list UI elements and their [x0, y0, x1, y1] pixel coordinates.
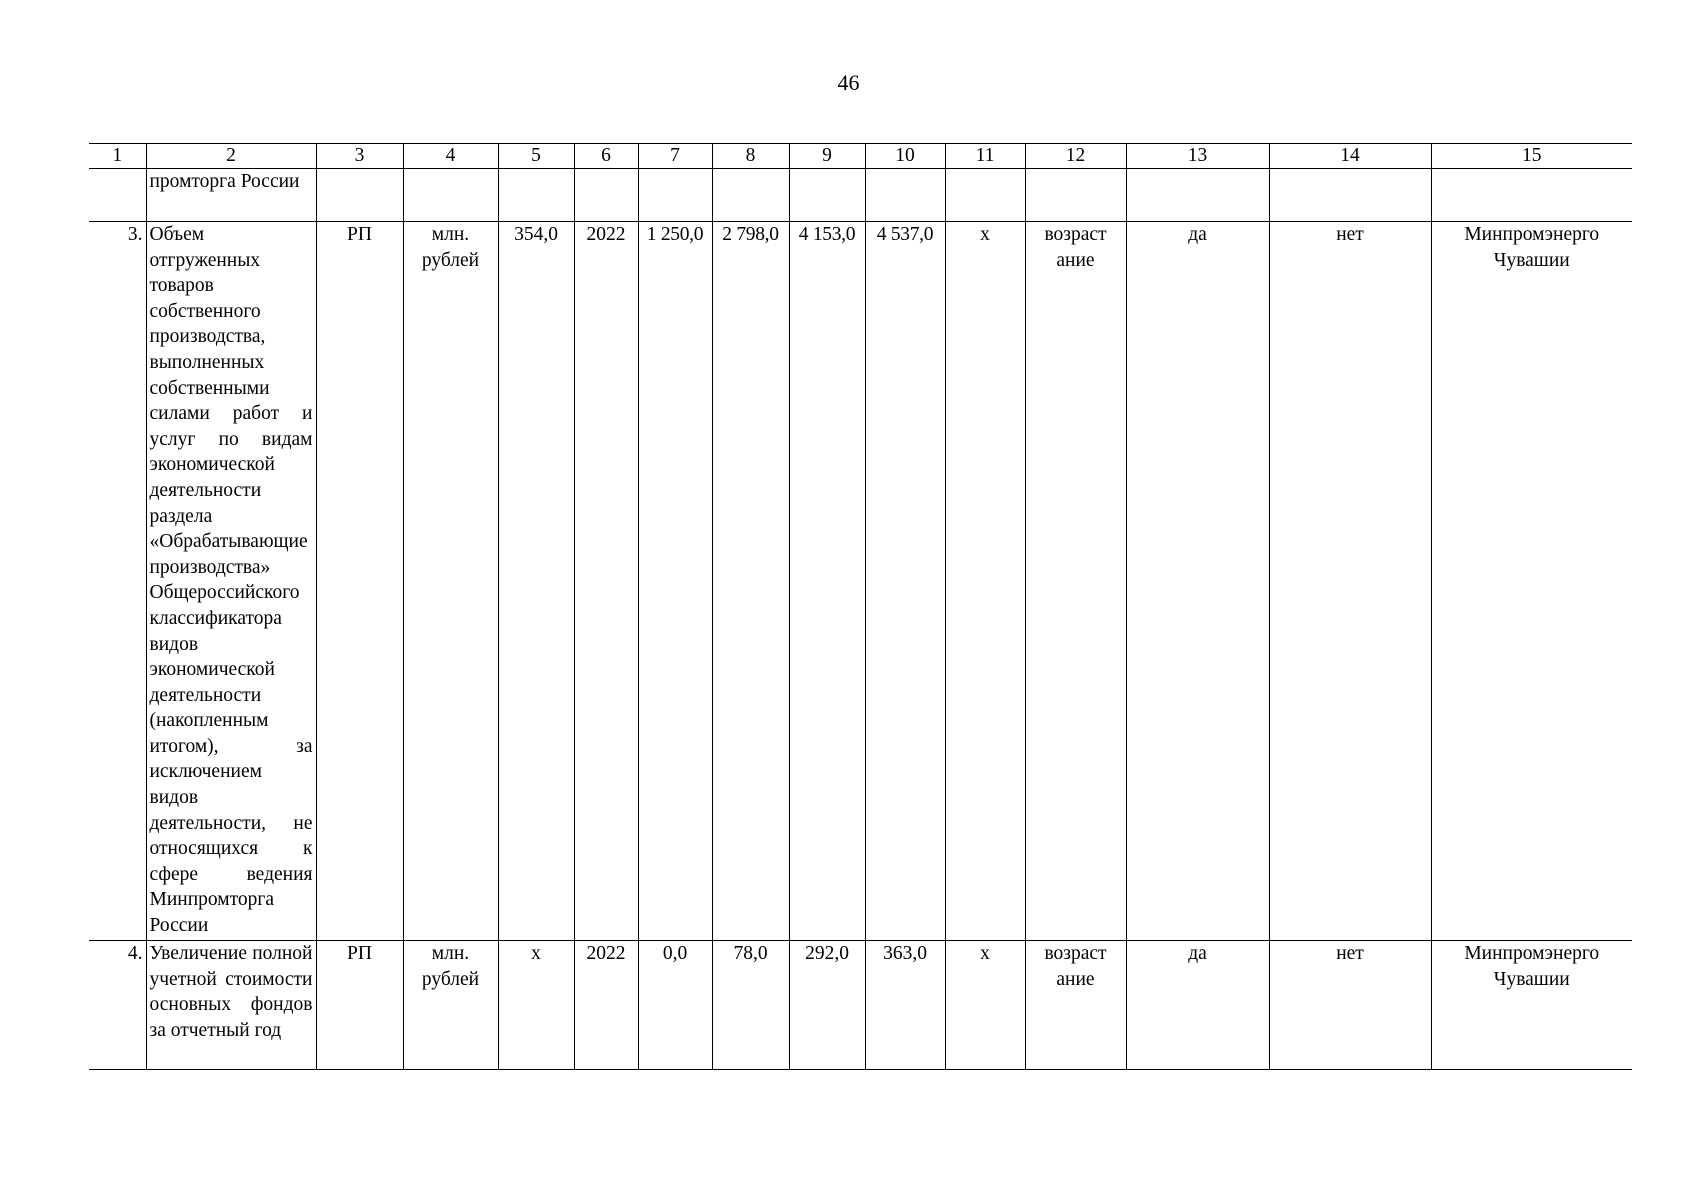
indicator-name-continuation: промторга России: [146, 169, 316, 222]
col-13: да: [1126, 941, 1269, 1070]
value-col-11: х: [945, 941, 1025, 1070]
header-cell: 15: [1431, 144, 1632, 169]
empty-cell: [1126, 169, 1269, 222]
header-cell: 1: [89, 144, 146, 169]
empty-cell: [403, 169, 498, 222]
value-col-7: 1 250,0: [638, 222, 712, 941]
indicators-table: [89, 143, 1632, 1070]
header-cell: 9: [789, 144, 865, 169]
indicator-type: РП: [316, 222, 403, 941]
header-cell: 13: [1126, 144, 1269, 169]
trend-text: возрастание: [1044, 943, 1107, 990]
col-14: нет: [1269, 222, 1431, 941]
header-cell: 11: [945, 144, 1025, 169]
page-number: 46: [837, 70, 860, 95]
empty-cell: [865, 169, 945, 222]
header-cell: 3: [316, 144, 403, 169]
header-cell: 7: [638, 144, 712, 169]
row-number: 4.: [89, 941, 146, 1070]
value-col-8: 78,0: [712, 941, 789, 1070]
indicator-name: Объем отгруженных товаров собственного производства, выполненных собственными силами работ и услуг по видам экономической деятельности раздела «Обрабатывающие производства» Общероссийского классификатора видов экономической деятельности (накопленным итогом), за исключением видов деятельности, не относящихся к сфере ведения Минпромторга России: [146, 222, 316, 941]
unit: млн. рублей: [403, 222, 498, 941]
value-col-10: 4 537,0: [865, 222, 945, 941]
table-row: [89, 222, 1632, 941]
value-col-9: 292,0: [789, 941, 865, 1070]
base-value: 354,0: [498, 222, 574, 941]
empty-cell: [789, 169, 865, 222]
value-col-9: 4 153,0: [789, 222, 865, 941]
empty-cell: [498, 169, 574, 222]
empty-cell: [316, 169, 403, 222]
base-year: 2022: [574, 941, 638, 1070]
empty-cell: [89, 169, 146, 222]
header-cell: 2: [146, 144, 316, 169]
col-13: да: [1126, 222, 1269, 941]
trend: [1025, 222, 1126, 941]
header-cell: 14: [1269, 144, 1431, 169]
empty-cell: [1269, 169, 1431, 222]
trend: [1025, 941, 1126, 1070]
value-col-8: 2 798,0: [712, 222, 789, 941]
header-cell: 4: [403, 144, 498, 169]
value-col-7: 0,0: [638, 941, 712, 1070]
col-14: нет: [1269, 941, 1431, 1070]
empty-cell: [945, 169, 1025, 222]
responsible: Минпромэнерго Чувашии: [1431, 941, 1632, 1070]
empty-cell: [1431, 169, 1632, 222]
continuation-row: [89, 169, 1632, 222]
responsible: Минпромэнерго Чувашии: [1431, 222, 1632, 941]
unit: млн. рублей: [403, 941, 498, 1070]
indicator-name: Увеличение полной учетной стоимости основных фондов за отчетный год: [146, 941, 316, 1070]
header-cell: 10: [865, 144, 945, 169]
empty-cell: [638, 169, 712, 222]
header-cell: 5: [498, 144, 574, 169]
trend-text: возрастание: [1044, 224, 1107, 271]
header-cell: 12: [1025, 144, 1126, 169]
value-col-11: х: [945, 222, 1025, 941]
indicator-type: РП: [316, 941, 403, 1070]
table-header-row: [89, 144, 1632, 169]
empty-cell: [712, 169, 789, 222]
empty-cell: [1025, 169, 1126, 222]
base-value: х: [498, 941, 574, 1070]
header-cell: 6: [574, 144, 638, 169]
table-row: [89, 941, 1632, 1070]
row-number: 3.: [89, 222, 146, 941]
base-year: 2022: [574, 222, 638, 941]
value-col-10: 363,0: [865, 941, 945, 1070]
header-cell: 8: [712, 144, 789, 169]
empty-cell: [574, 169, 638, 222]
